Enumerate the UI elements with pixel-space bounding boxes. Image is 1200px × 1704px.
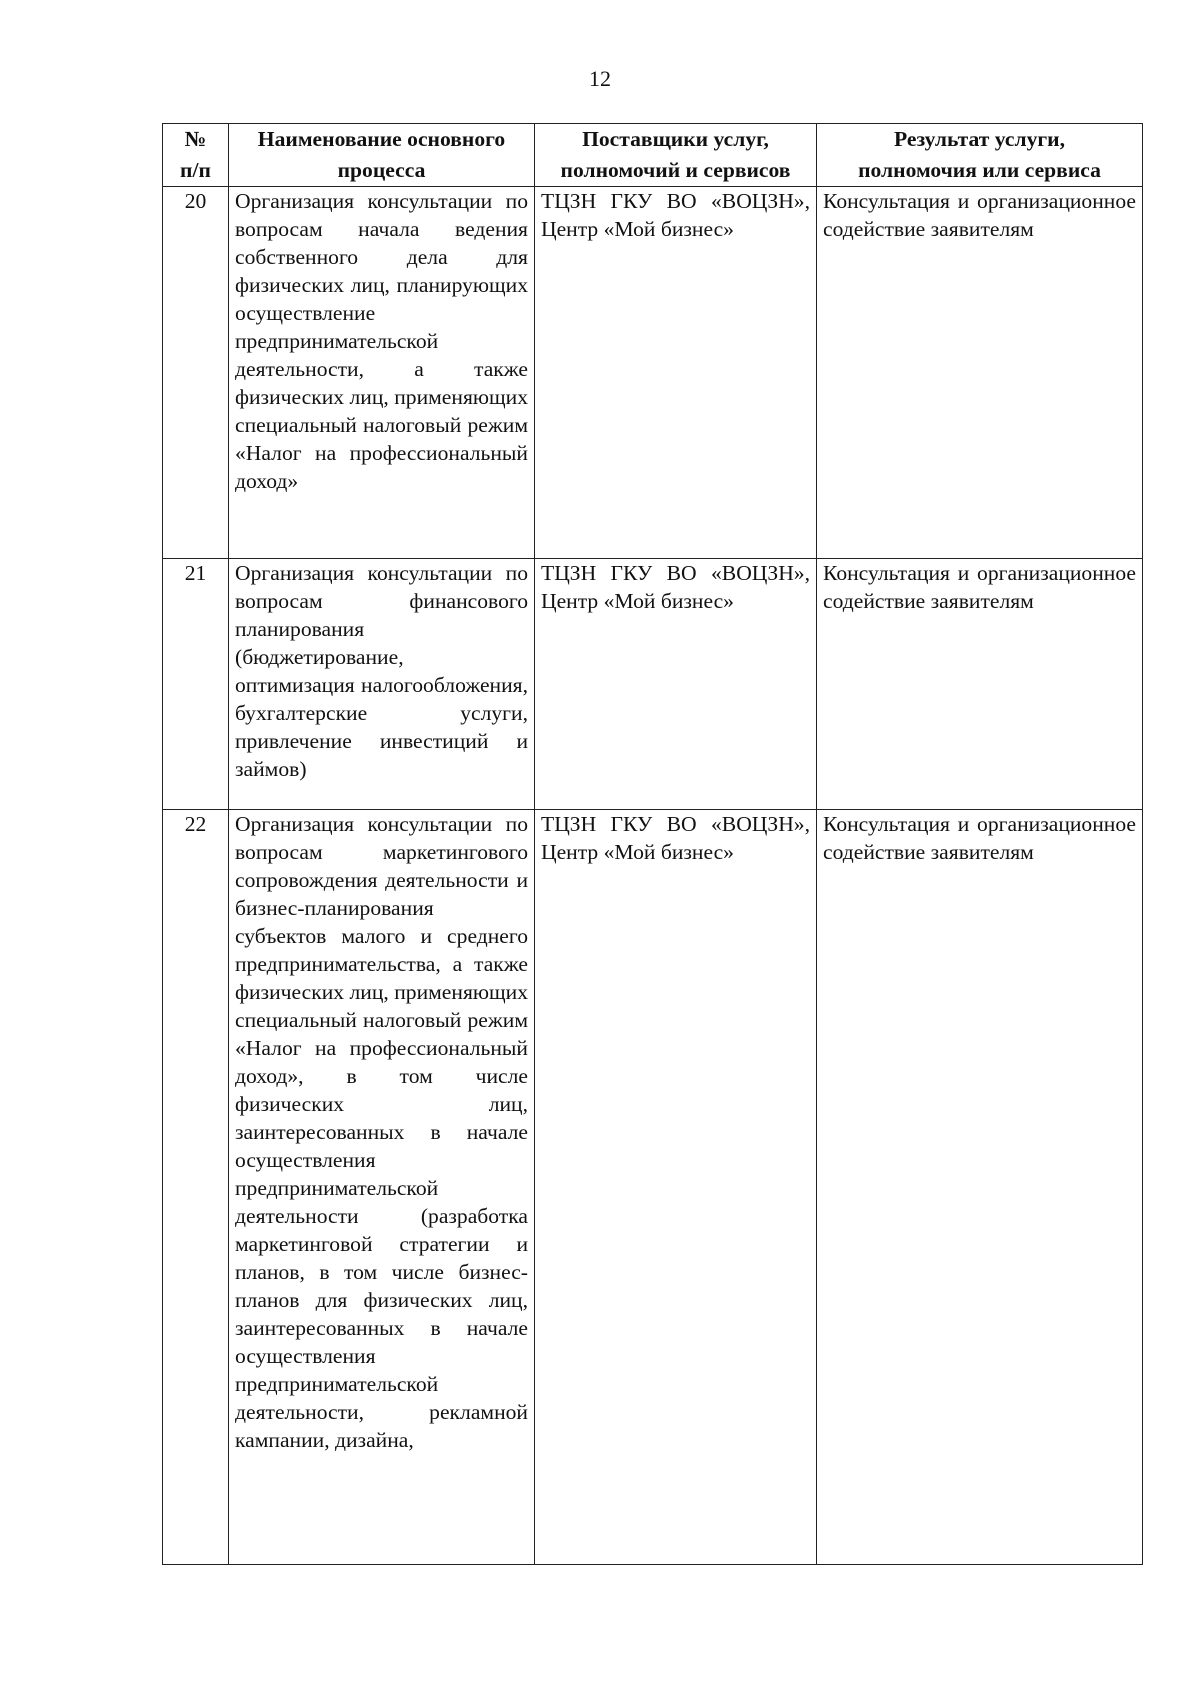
header-number bbox=[163, 124, 229, 187]
row-providers: ТЦЗН ГКУ ВО «ВОЦЗН», Центр «Мой бизнес» bbox=[535, 559, 817, 810]
header-result-line2: полномочия или сервиса bbox=[858, 158, 1101, 182]
table-row bbox=[163, 559, 1143, 810]
row-result-text: Консультация и организационное содействие заявителям bbox=[823, 189, 1136, 241]
row-process: Организация консультации по вопросам маркетингового сопровождения деятельности и бизнес-планирования субъектов малого и среднего предпринимательства, а также физических лиц, применяющих специальный налоговый режим «Налог на профессиональный доход», в том числе физических лиц, заинтересованных в начале осуществления предпринимательской деятельности (разработка маркетинговой стратегии и планов, в том числе бизнес-планов для физических лиц, заинтересованных в начале осуществления предпринимательской деятельности, рекламной кампании, дизайна, bbox=[229, 810, 535, 1565]
header-providers bbox=[535, 124, 817, 187]
page-number: 12 bbox=[589, 66, 611, 91]
row-result bbox=[817, 187, 1143, 559]
row-result-text: Консультация и организационное содействие заявителям bbox=[823, 812, 1136, 864]
header-number-line2: п/п bbox=[180, 158, 211, 182]
header-result bbox=[817, 124, 1143, 187]
header-process-line2: процесса bbox=[337, 158, 426, 182]
table-row bbox=[163, 810, 1143, 1565]
row-number: 21 bbox=[163, 559, 229, 810]
row-providers: ТЦЗН ГКУ ВО «ВОЦЗН», Центр «Мой бизнес» bbox=[535, 187, 817, 559]
table-header bbox=[163, 124, 1143, 187]
row-process: Организация консультации по вопросам начала ведения собственного дела для физических лиц, планирующих осуществление предпринимательской деятельности, а также физических лиц, применяющих специальный налоговый режим «Налог на профессиональный доход» bbox=[229, 187, 535, 559]
table-row bbox=[163, 187, 1143, 559]
row-providers: ТЦЗН ГКУ ВО «ВОЦЗН», Центр «Мой бизнес» bbox=[535, 810, 817, 1565]
header-result-line1: Результат услуги, bbox=[893, 127, 1066, 151]
row-result bbox=[817, 810, 1143, 1565]
header-providers-line1: Поставщики услуг, bbox=[582, 127, 769, 151]
row-number: 22 bbox=[163, 810, 229, 1565]
header-process-line1: Наименование основного bbox=[257, 127, 506, 151]
services-table bbox=[162, 123, 1143, 1565]
row-process: Организация консультации по вопросам финансового планирования (бюджетирование, оптимизация налогообложения, бухгалтерские услуги, привлечение инвестиций и займов) bbox=[229, 559, 535, 810]
header-providers-line2: полномочий и сервисов bbox=[560, 158, 791, 182]
header-number-line1: № bbox=[184, 127, 207, 151]
row-number: 20 bbox=[163, 187, 229, 559]
row-result-text: Консультация и организационное содействие заявителям bbox=[823, 561, 1136, 613]
header-process bbox=[229, 124, 535, 187]
row-result bbox=[817, 559, 1143, 810]
